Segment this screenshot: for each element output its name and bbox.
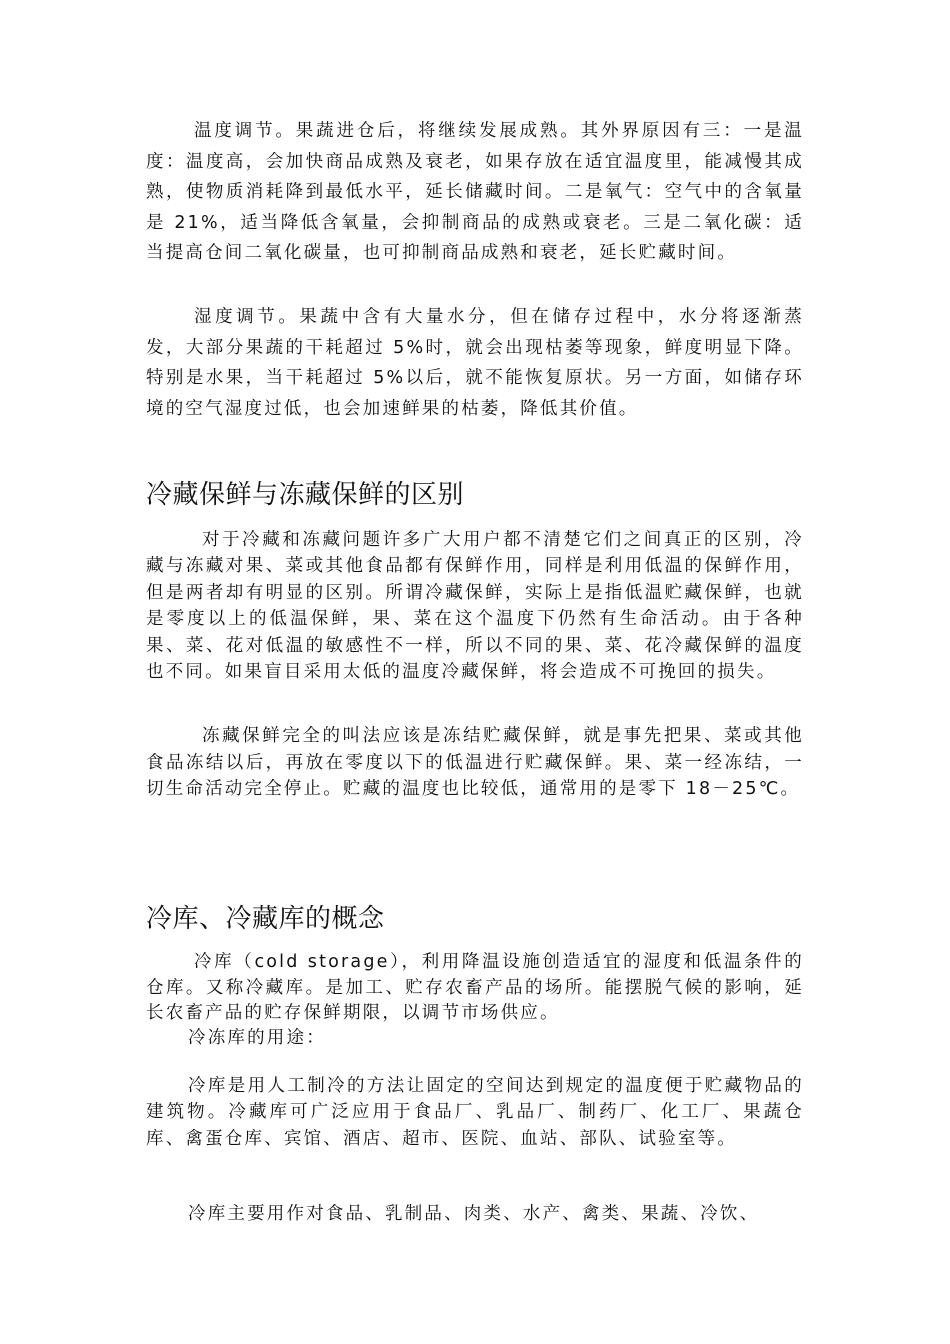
paragraph-humidity-control: 湿度调节。果蔬中含有大量水分，但在储存过程中，水分将逐渐蒸发，大部分果蔬的干耗超过 5%时，就会出现枯萎等现象，鲜度明显下降。特别是水果，当干耗超过 5%以后，就不能恢复原状。另一方面，如储存环境的空气湿度过低，也会加速鲜果的枯萎，降低其价值。: [146, 307, 804, 419]
paragraph-cold-storage-main-use: 冷库主要用作对食品、乳制品、肉类、水产、禽类、果蔬、冷饮、: [188, 1204, 760, 1224]
paragraph-freezer-uses-label: 冷冻库的用途：: [188, 1028, 326, 1048]
heading-cold-vs-frozen-storage: 冷藏保鲜与冻藏保鲜的区别: [146, 480, 465, 510]
paragraph-frozen-storage-explanation: 冻藏保鲜完全的叫法应该是冻结贮藏保鲜，就是事先把果、菜或其他食品冻结以后，再放在零度以下的低温进行贮藏保鲜。果、菜一经冻结，一切生命活动完全停止。贮藏的温度也比较低，通常用的是零下 18－25℃。: [146, 726, 804, 800]
heading-cold-storage-concept: 冷库、冷藏库的概念: [146, 904, 385, 934]
paragraph-cold-storage-explanation: 对于冷藏和冻藏问题许多广大用户都不清楚它们之间真正的区别，冷藏与冻藏对果、菜或其他食品都有保鲜作用，同样是利用低温的保鲜作用，但是两者却有明显的区别。所谓冷藏保鲜，实际上是指低温贮藏保鲜，也就是零度以上的低温保鲜，果、菜在这个温度下仍然有生命活动。由于各种果、菜、花对低温的敏感性不一样，所以不同的果、菜、花冷藏保鲜的温度也不同。如果盲目采用太低的温度冷藏保鲜，将会造成不可挽回的损失。: [146, 530, 804, 683]
paragraph-temperature-control: 温度调节。果蔬进仓后，将继续发展成熟。其外界原因有三：一是温度：温度高，会加快商品成熟及衰老，如果存放在适宜温度里，能减慢其成熟，使物质消耗降到最低水平，延长储藏时间。二是氧气：空气中的含氧量是 21%，适当降低含氧量，会抑制商品的成熟或衰老。三是二氧化碳：适当提高仓间二氧化碳量，也可抑制商品成熟和衰老，延长贮藏时间。: [146, 121, 804, 263]
paragraph-cold-storage-definition: 冷库（cold storage），利用降温设施创造适宜的湿度和低温条件的仓库。又称冷藏库。是加工、贮存农畜产品的场所。能摆脱气候的影响，延长农畜产品的贮存保鲜期限，以调节市场供应。: [146, 952, 804, 1023]
paragraph-cold-storage-building: 冷库是用人工制冷的方法让固定的空间达到规定的温度便于贮藏物品的建筑物。冷藏库可广泛应用于食品厂、乳品厂、制药厂、化工厂、果蔬仓库、禽蛋仓库、宾馆、酒店、超市、医院、血站、部队、试验室等。: [146, 1076, 804, 1149]
